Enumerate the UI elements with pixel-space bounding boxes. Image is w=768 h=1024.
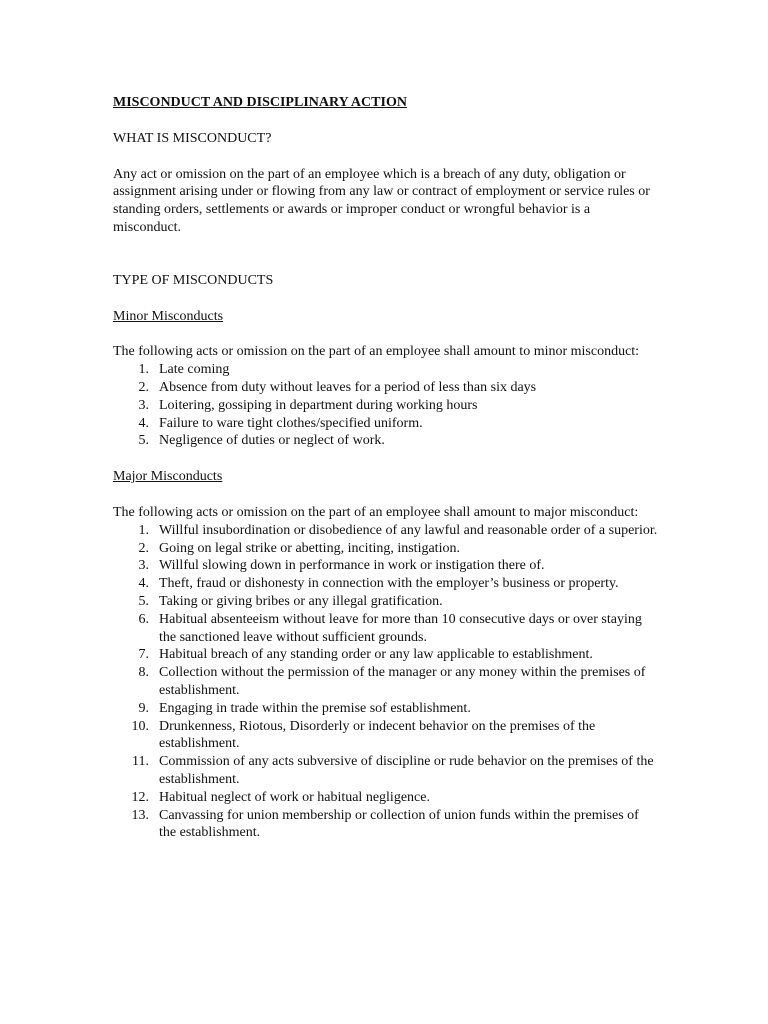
major-misconducts-heading: Major Misconducts xyxy=(113,469,223,485)
list-item-text: Theft, fraud or dishonesty in connection with the employer’s business or property. xyxy=(159,576,619,592)
list-item xyxy=(113,557,658,575)
list-item-number: 1. xyxy=(138,522,149,538)
list-item-text: Willful insubordination or disobedience of any lawful and reasonable order of a superior. xyxy=(159,522,658,538)
list-item-number: 4. xyxy=(138,576,149,592)
list-item-text: Going on legal strike or abetting, inciting, instigation. xyxy=(159,540,460,556)
list-item-text: Canvassing for union membership or collection of union funds within the premises of the establishment. xyxy=(159,807,639,841)
list-item-text: Taking or giving bribes or any illegal gratification. xyxy=(159,593,443,609)
list-item-number: 12. xyxy=(131,789,149,805)
what-is-misconduct-heading: WHAT IS MISCONDUCT? xyxy=(113,130,272,146)
list-item xyxy=(113,575,658,593)
list-item-number: 5. xyxy=(138,433,149,449)
list-item-number: 6. xyxy=(138,611,149,627)
list-item-text: Late coming xyxy=(159,362,230,378)
major-misconducts-list xyxy=(113,522,658,842)
list-item xyxy=(113,611,658,647)
list-item-text: Loitering, gossiping in department during working hours xyxy=(159,397,478,413)
list-item-number: 2. xyxy=(138,379,149,395)
misconduct-definition: Any act or omission on the part of an employee which is a breach of any duty, obligation or assignment arising under or flowing from any law or contract of employment or service rules or standing orders, settlements or awards or improper conduct or wrongful behavior is a misconduct. xyxy=(113,166,650,235)
list-item-text: Habitual breach of any standing order or any law applicable to establishment. xyxy=(159,647,593,663)
list-item-number: 4. xyxy=(138,415,149,431)
list-item xyxy=(113,593,658,611)
document-title: MISCONDUCT AND DISCIPLINARY ACTION xyxy=(113,95,407,110)
list-item-text: Commission of any acts subversive of discipline or rude behavior on the premises of the establishment. xyxy=(159,754,654,787)
list-item-text: Habitual absenteeism without leave for more than 10 consecutive days or over staying the sanctioned leave without sufficient grounds. xyxy=(159,611,642,645)
list-item-number: 3. xyxy=(138,558,149,574)
list-item xyxy=(113,718,658,754)
list-item-number: 13. xyxy=(131,807,149,823)
list-item-text: Failure to ware tight clothes/specified uniform. xyxy=(159,415,423,431)
list-item-number: 3. xyxy=(138,397,149,413)
list-item-text: Engaging in trade within the premise sof establishment. xyxy=(159,700,471,716)
list-item-text: Collection without the permission of the manager or any money within the premises of establishment. xyxy=(159,665,646,698)
list-item-number: 10. xyxy=(131,718,149,734)
list-item xyxy=(113,753,658,789)
types-heading: TYPE OF MISCONDUCTS xyxy=(113,272,274,288)
list-item xyxy=(113,807,658,843)
list-item xyxy=(113,540,658,558)
list-item xyxy=(113,700,658,718)
list-item xyxy=(113,415,658,433)
list-item-number: 7. xyxy=(138,647,149,663)
list-item xyxy=(113,789,658,807)
list-item xyxy=(113,432,658,450)
list-item xyxy=(113,522,658,540)
list-item xyxy=(113,379,658,397)
major-intro: The following acts or omission on the part of an employee shall amount to major misconduct: xyxy=(113,504,639,520)
list-item-number: 8. xyxy=(138,665,149,681)
list-item-number: 11. xyxy=(132,754,149,770)
list-item-number: 1. xyxy=(138,362,149,378)
document-page xyxy=(113,94,658,842)
list-item-number: 5. xyxy=(138,593,149,609)
minor-intro: The following acts or omission on the part of an employee shall amount to minor misconduct: xyxy=(113,344,640,360)
list-item-number: 2. xyxy=(138,540,149,556)
list-item xyxy=(113,664,658,700)
list-item xyxy=(113,361,658,379)
list-item-text: Willful slowing down in performance in work or instigation there of. xyxy=(159,558,545,574)
minor-misconducts-heading: Minor Misconducts xyxy=(113,308,224,324)
list-item-number: 9. xyxy=(138,700,149,716)
list-item xyxy=(113,646,658,664)
list-item-text: Drunkenness, Riotous, Disorderly or indecent behavior on the premises of the establishment. xyxy=(159,718,596,752)
list-item-text: Absence from duty without leaves for a period of less than six days xyxy=(159,379,537,395)
list-item xyxy=(113,397,658,415)
list-item-text: Habitual neglect of work or habitual negligence. xyxy=(159,789,430,805)
list-item-text: Negligence of duties or neglect of work. xyxy=(159,433,385,449)
minor-misconducts-list xyxy=(113,361,658,450)
